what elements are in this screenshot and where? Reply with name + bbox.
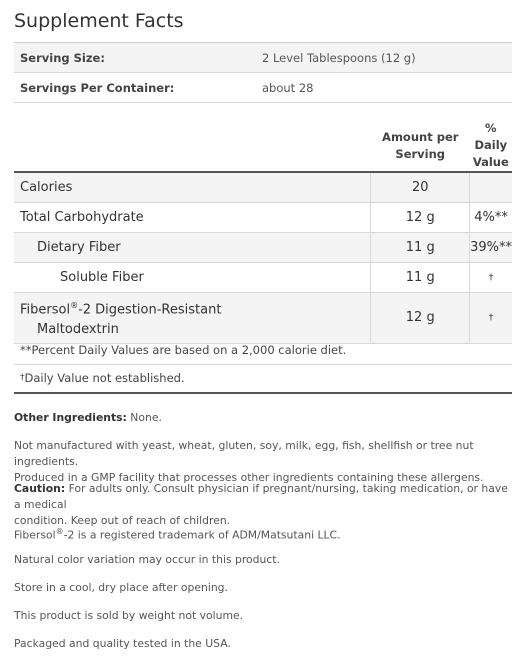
nutrient-amount: 11 g: [371, 233, 470, 263]
caution-line2: condition. Keep out of reach of children.: [14, 514, 231, 527]
nutrient-amount: 20: [371, 172, 470, 203]
registered-mark: ®: [70, 300, 79, 310]
nutrient-dv: 39%**: [470, 233, 512, 263]
nutrient-name: Total Carbohydrate: [14, 203, 371, 233]
servings-per-container-label: Servings Per Container:: [14, 73, 256, 103]
serving-size-value: 2 Level Tablespoons (12 g): [256, 43, 512, 73]
table-row: [14, 233, 512, 263]
nutrient-dv: 4%**: [470, 203, 512, 233]
nutrient-name-line2: Maltodextrin: [37, 322, 119, 338]
nutrient-name: Soluble Fiber: [14, 263, 371, 293]
trademark-part: Fibersol: [14, 528, 56, 542]
nutrient-amount: 11 g: [371, 263, 470, 293]
nutrient-dv: [470, 172, 512, 203]
other-ingredients: [14, 410, 512, 426]
dagger-note: Daily Value not established.: [24, 371, 185, 385]
nutrient-dv: †: [470, 293, 512, 344]
nutrient-name-part: -2 Digestion-Resistant: [78, 302, 222, 318]
serving-size-label: Serving Size:: [14, 43, 256, 73]
dagger-symbol: †: [20, 373, 25, 383]
nutrient-name-part: Fibersol: [20, 302, 71, 318]
nutrient-dv: †: [470, 263, 512, 293]
trademark-statement: [14, 524, 512, 544]
amount-per-serving-header: [371, 120, 470, 172]
packaging-note: Packaged and quality tested in the USA.: [14, 637, 231, 650]
storage-note: Store in a cool, dry place after opening.: [14, 581, 228, 594]
nutrient-amount: 12 g: [371, 293, 470, 344]
table-row: [14, 172, 512, 203]
servings-per-container-row: [14, 73, 512, 103]
allergen-line2: Produced in a GMP facility that processes other ingredients containing these allergens.: [14, 471, 484, 484]
caution-statement: [14, 481, 512, 529]
caution-line1: For adults only. Consult physician if pregnant/nursing, taking medication, or have a medical: [14, 482, 508, 511]
amount-header-line2: Serving: [395, 146, 446, 161]
other-ingredients-value: None.: [126, 411, 162, 424]
allergen-statement: [14, 438, 512, 486]
footnotes: [14, 337, 512, 394]
dagger-footnote: [14, 365, 512, 394]
weight-note: This product is sold by weight not volume.: [14, 609, 244, 622]
registered-mark: ®: [55, 527, 64, 536]
serving-size-row: [14, 43, 512, 73]
other-ingredients-label: Other Ingredients:: [14, 411, 127, 424]
nutrition-table: [14, 120, 512, 344]
nutrient-name: Dietary Fiber: [14, 233, 371, 263]
daily-value-header: % Daily Value: [472, 121, 509, 169]
table-row: [14, 203, 512, 233]
nutrient-amount: 12 g: [371, 203, 470, 233]
color-variation-note: Natural color variation may occur in this product.: [14, 553, 280, 566]
nutrient-name: Calories: [14, 172, 371, 203]
nutrient-name: [14, 293, 371, 344]
page-title: Supplement Facts: [14, 10, 184, 32]
amount-header-line1: Amount per: [382, 129, 459, 144]
trademark-part: -2 is a registered trademark of ADM/Matsutani LLC.: [63, 528, 341, 542]
allergen-line1: Not manufactured with yeast, wheat, gluten, soy, milk, egg, fish, shellfish or tree nut ingredients.: [14, 439, 474, 468]
servings-per-container-value: about 28: [256, 73, 512, 103]
caution-label: Caution:: [14, 482, 66, 495]
table-row: [14, 293, 512, 344]
serving-info-table: [14, 42, 512, 103]
table-row: [14, 263, 512, 293]
daily-value-footnote: **Percent Daily Values are based on a 2,000 calorie diet.: [14, 337, 512, 365]
nutrition-header-row: [14, 120, 512, 172]
